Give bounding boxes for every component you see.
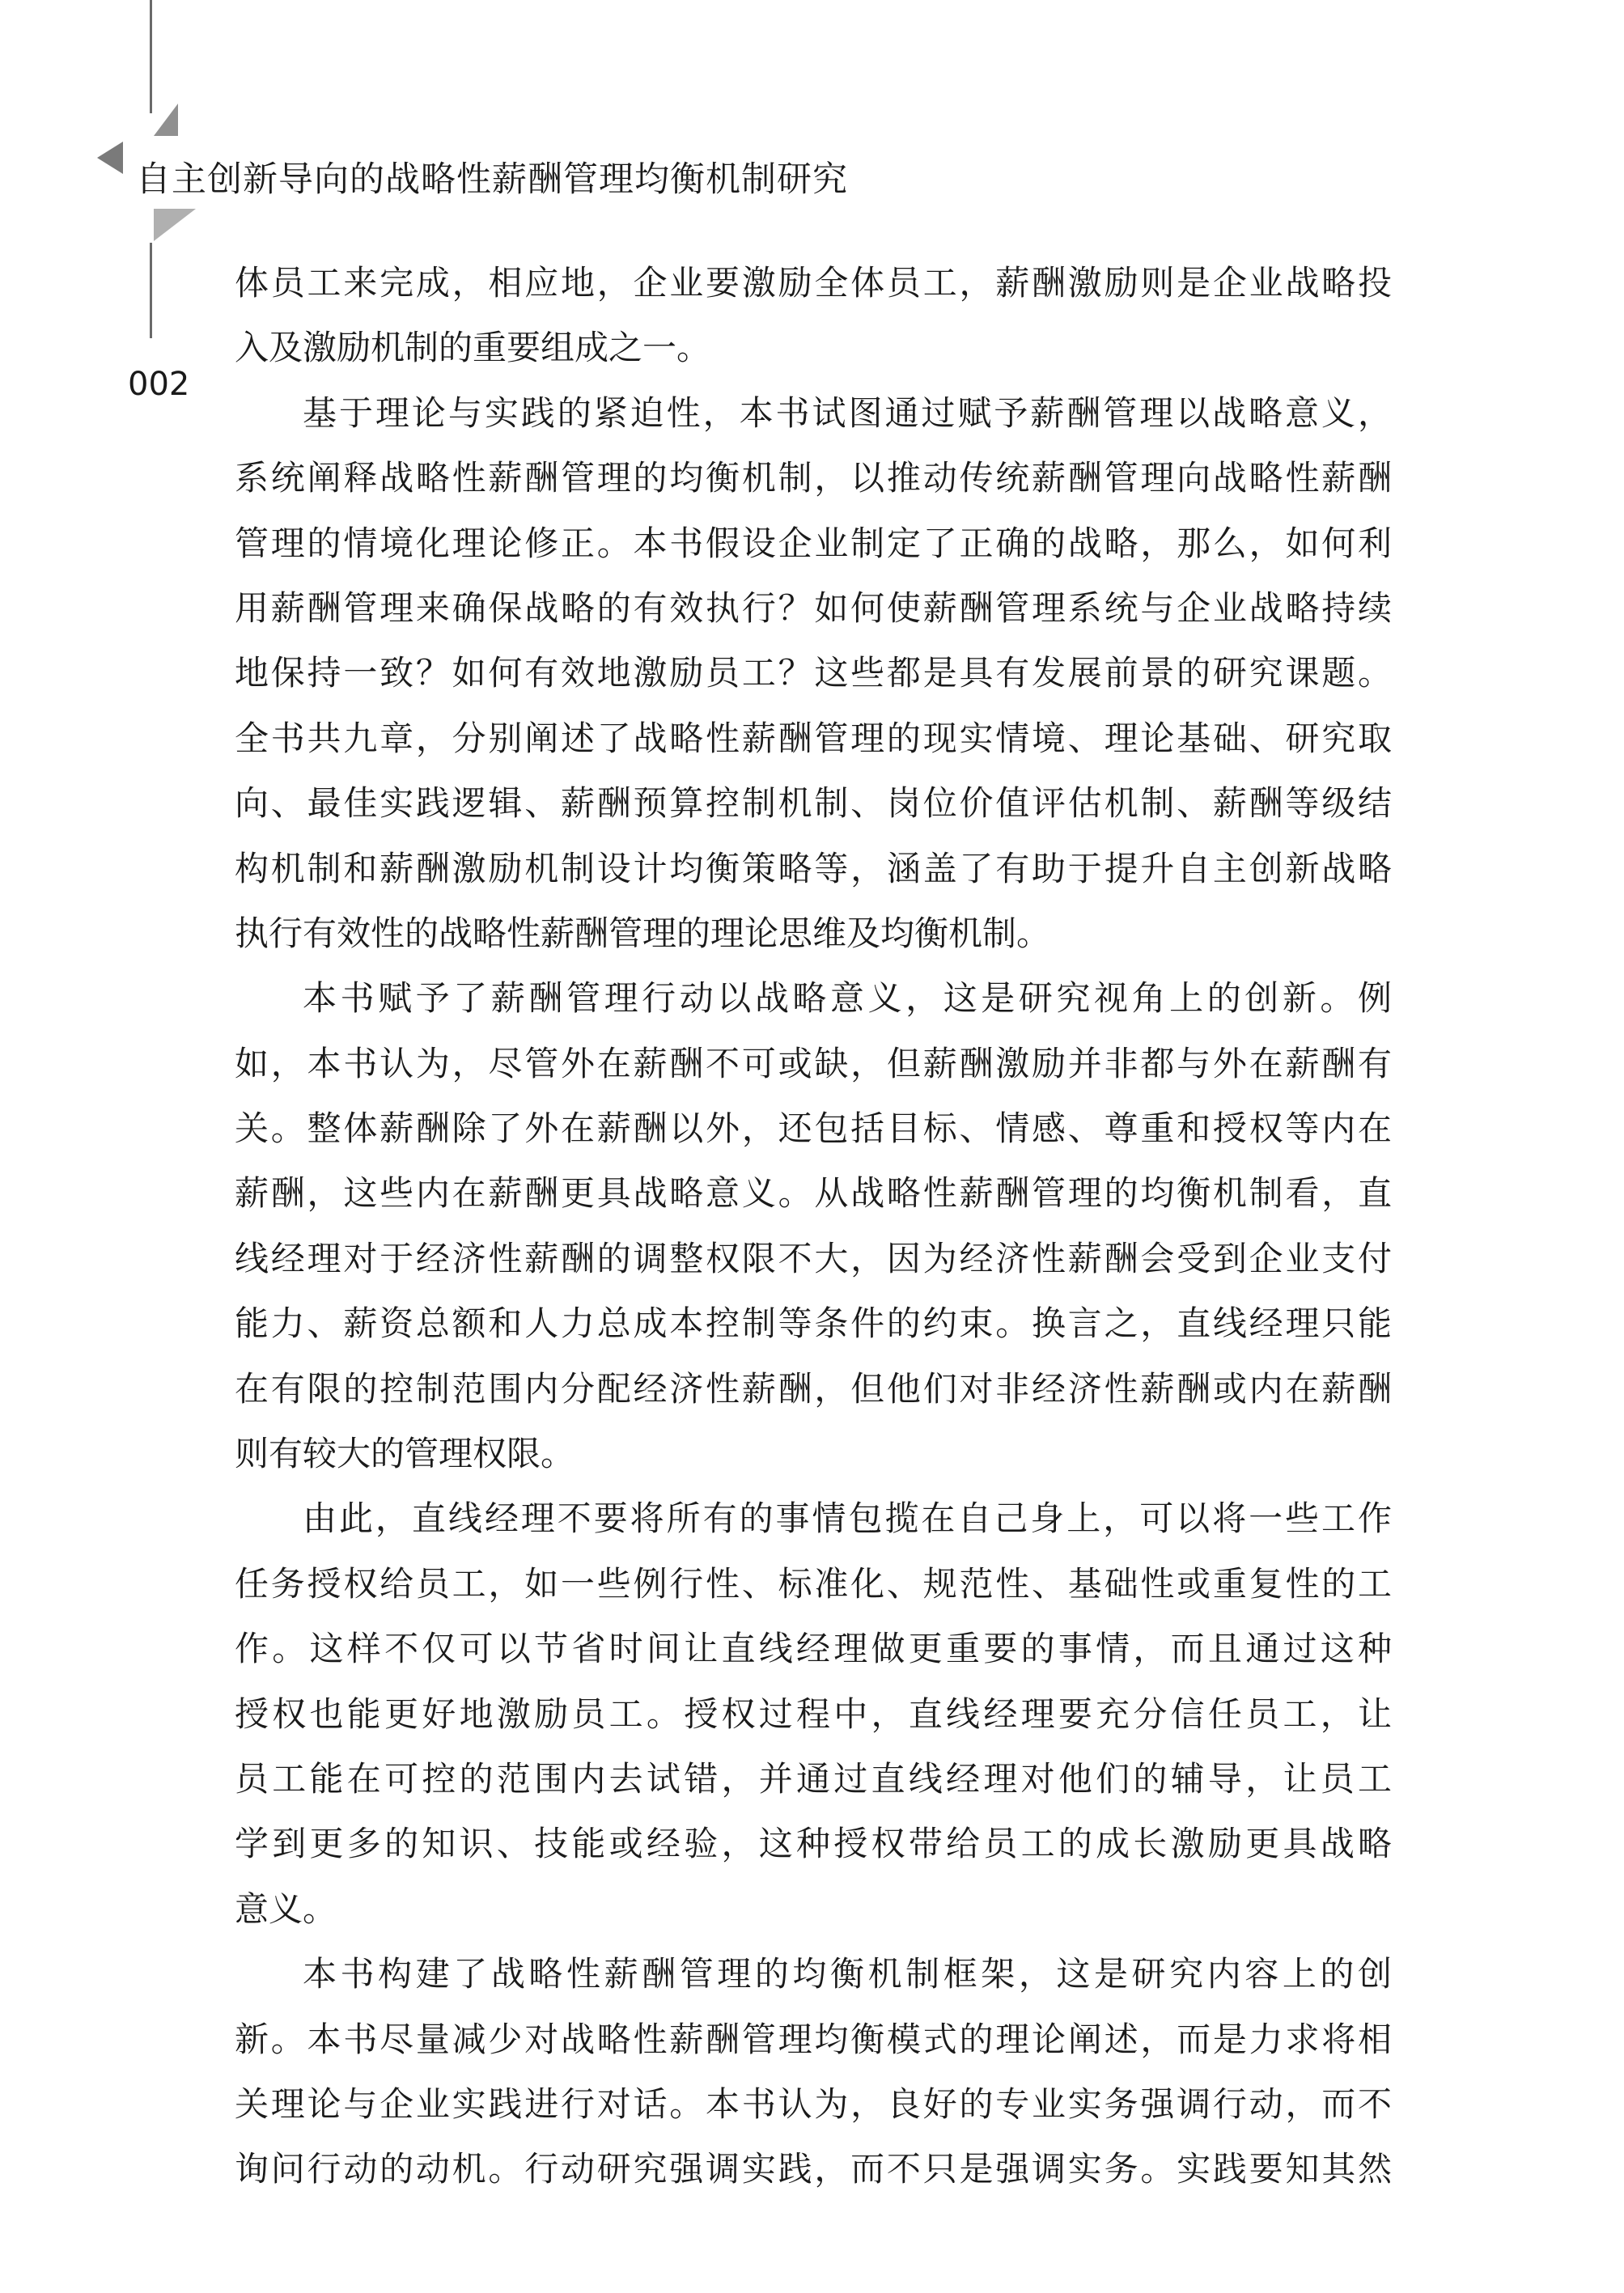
text-line: 用薪酬管理来确保战略的有效执行？如何使薪酬管理系统与企业战略持续: [235, 587, 1392, 628]
text-line: 能力、薪资总额和人力总成本控制等条件的约束。换言之，直线经理只能: [235, 1303, 1392, 1344]
text-line: 入及激励机制的重要组成之一。: [235, 328, 711, 368]
text-line: 学到更多的知识、技能或经验，这种授权带给员工的成长激励更具战略: [235, 1824, 1392, 1864]
header-vertical-line-bottom: [150, 243, 152, 338]
text-line: 体员工来完成，相应地，企业要激励全体员工，薪酬激励则是企业战略投: [235, 263, 1392, 303]
page-number: 002: [128, 366, 190, 403]
text-line: 基于理论与实践的紧迫性，本书试图通过赋予薪酬管理以战略意义，: [303, 392, 1392, 433]
text-line: 本书构建了战略性薪酬管理的均衡机制框架，这是研究内容上的创: [303, 1954, 1392, 1994]
text-line: 询问行动的动机。行动研究强调实践，而不只是强调实务。实践要知其然: [235, 2149, 1392, 2189]
text-line: 由此，直线经理不要将所有的事情包揽在自己身上，可以将一些工作: [303, 1498, 1392, 1539]
header-triangle-bottom-icon: [154, 209, 196, 241]
text-line: 向、最佳实践逻辑、薪酬预算控制机制、岗位价值评估机制、薪酬等级结: [235, 783, 1392, 824]
text-line: 作。这样不仅可以节省时间让直线经理做更重要的事情，而且通过这种: [235, 1629, 1392, 1669]
text-line: 构机制和薪酬激励机制设计均衡策略等，涵盖了有助于提升自主创新战略: [235, 848, 1392, 888]
text-line: 授权也能更好地激励员工。授权过程中，直线经理要充分信任员工，让: [235, 1693, 1392, 1734]
header-vertical-line-top: [150, 0, 152, 113]
text-line: 任务授权给员工，如一些例行性、标准化、规范性、基础性或重复性的工: [235, 1563, 1392, 1604]
text-line: 则有较大的管理权限。: [235, 1434, 575, 1474]
text-line: 管理的情境化理论修正。本书假设企业制定了正确的战略，那么，如何利: [235, 523, 1392, 563]
text-line: 执行有效性的战略性薪酬管理的理论思维及均衡机制。: [235, 913, 1051, 953]
text-line: 在有限的控制范围内分配经济性薪酬，但他们对非经济性薪酬或内在薪酬: [235, 1368, 1392, 1409]
text-line: 如，本书认为，尽管外在薪酬不可或缺，但薪酬激励并非都与外在薪酬有: [235, 1043, 1392, 1083]
book-title: 自主创新导向的战略性薪酬管理均衡机制研究: [136, 159, 848, 200]
text-line: 意义。: [235, 1888, 337, 1929]
text-line: 新。本书尽量减少对战略性薪酬管理均衡模式的理论阐述，而是力求将相: [235, 2019, 1392, 2059]
text-line: 全书共九章，分别阐述了战略性薪酬管理的现实情境、理论基础、研究取: [235, 718, 1392, 758]
header-triangle-top-icon: [154, 104, 178, 136]
text-line: 关。整体薪酬除了外在薪酬以外，还包括目标、情感、尊重和授权等内在: [235, 1108, 1392, 1149]
header-triangle-left-icon: [97, 142, 123, 174]
text-line: 系统阐释战略性薪酬管理的均衡机制，以推动传统薪酬管理向战略性薪酬: [235, 458, 1392, 498]
text-line: 地保持一致？如何有效地激励员工？这些都是具有发展前景的研究课题。: [235, 653, 1392, 693]
text-line: 员工能在可控的范围内去试错，并通过直线经理对他们的辅导，让员工: [235, 1758, 1392, 1799]
text-line: 关理论与企业实践进行对话。本书认为，良好的专业实务强调行动，而不: [235, 2083, 1392, 2124]
text-line: 薪酬，这些内在薪酬更具战略意义。从战略性薪酬管理的均衡机制看，直: [235, 1173, 1392, 1214]
text-line: 本书赋予了薪酬管理行动以战略意义，这是研究视角上的创新。例: [303, 978, 1392, 1019]
text-line: 线经理对于经济性薪酬的调整权限不大，因为经济性薪酬会受到企业支付: [235, 1238, 1392, 1278]
body-text: [235, 251, 1392, 2202]
